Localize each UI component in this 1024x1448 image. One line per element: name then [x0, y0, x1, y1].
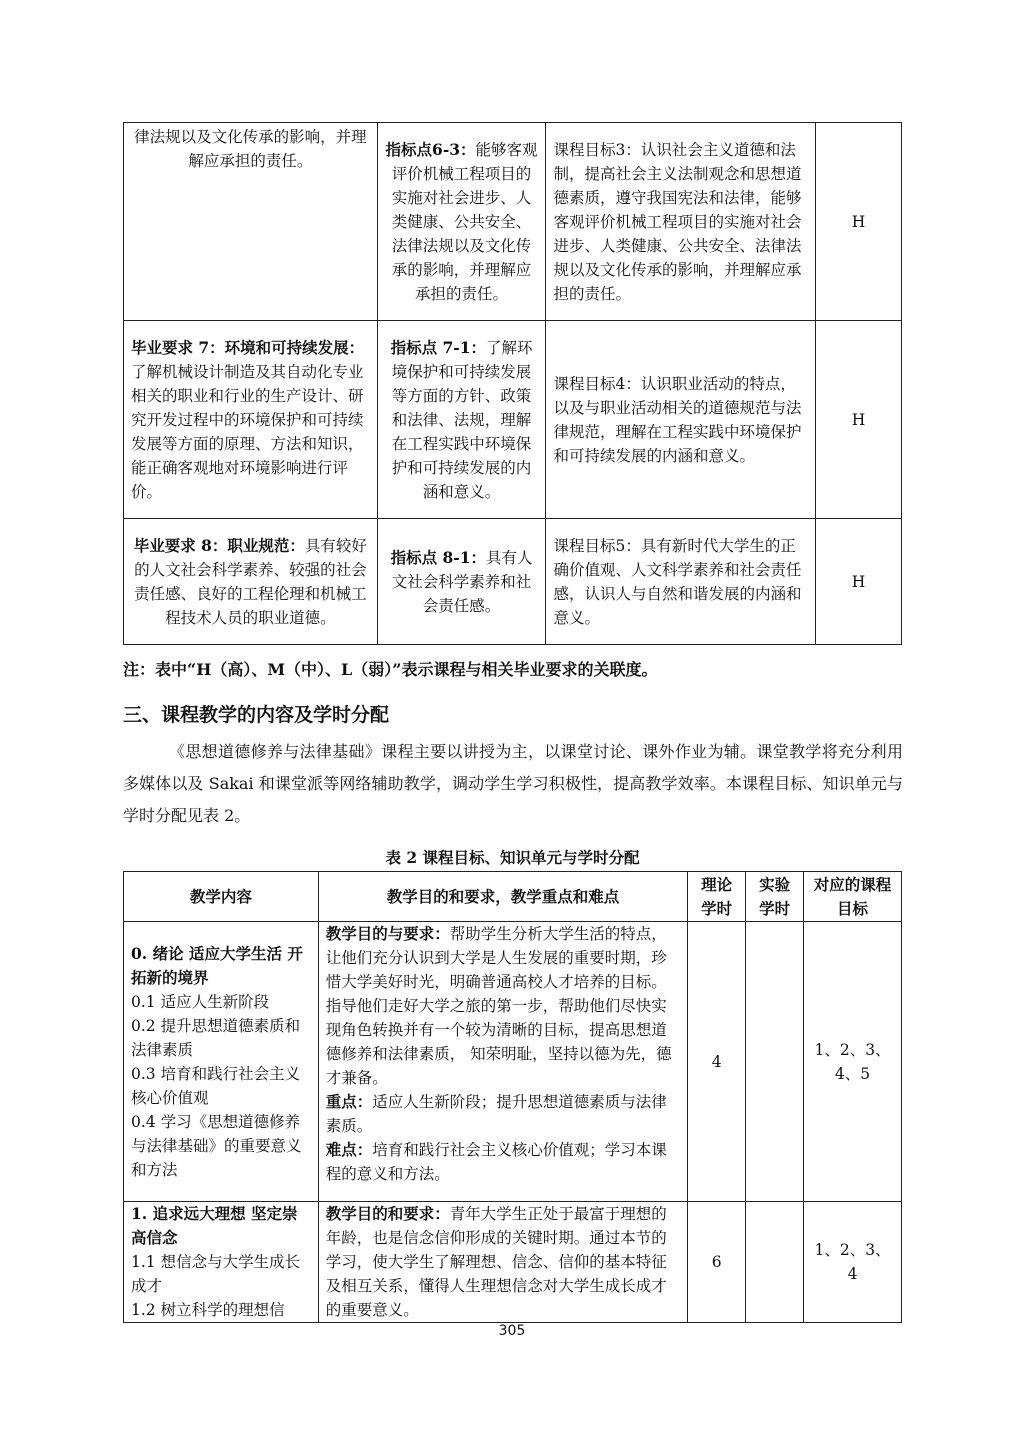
table-note: 注：表中“H（高）、M（中）、L（弱）”表示课程与相关毕业要求的关联度。: [123, 660, 658, 679]
requirement-cell: 毕业要求 7：环境和可持续发展：了解机械设计制造及其自动化专业相关的职业和行业的生产设计、研究开发过程中的环境保护和可持续发展等方面的原理、方法和知识，能正确客观地对环境影响进行评价。: [124, 321, 378, 519]
section-heading: 三、课程教学的内容及学时分配: [123, 704, 390, 726]
table-row: [124, 519, 902, 645]
content-cell: 1. 追求远大理想 坚定崇高信念 1.1 想信念与大学生成长成才 1.2 树立科学的理想信: [124, 1202, 319, 1323]
header-theory: 理论学时: [688, 872, 746, 922]
indicator-cell: 指标点 8-1：具有人文社会科学素养和社会责任感。: [377, 519, 546, 645]
theory-hours: 4: [688, 922, 746, 1202]
indicator-cell: 指标点6-3：能够客观评价机械工程项目的实施对社会进步、人类健康、公共安全、法律法规以及文化传承的影响，并理解应承担的责任。: [377, 123, 546, 321]
course-goals: 1、2、3、4、5: [804, 922, 902, 1202]
lab-hours: [746, 922, 804, 1202]
course-goal-cell: 课程目标4：认识职业活动的特点，以及与职业活动相关的道德规范与法律规范，理解在工程实践中环境保护和可持续发展的内涵和意义。: [546, 321, 816, 519]
course-goal-cell: 课程目标3：认识社会主义道德和法制，提高社会主义法制观念和思想道德素质，遵守我国宪法和法律，能够客观评价机械工程项目的实施对社会进步、人类健康、公共安全、法律法规以及文化传承的影响，并理解应承担的责任。: [546, 123, 816, 321]
table-header-row: [124, 872, 902, 922]
header-content: 教学内容: [124, 872, 319, 922]
level-cell: H: [816, 321, 902, 519]
list-item: 0.3 培育和践行社会主义核心价值观: [131, 1064, 301, 1107]
list-item: 1.2 树立科学的理想信: [131, 1301, 285, 1319]
requirement-cell: 律法规以及文化传承的影响，并理解应承担的责任。: [124, 123, 378, 321]
level-cell: H: [816, 519, 902, 645]
table-caption: 表 2 课程目标、知识单元与学时分配: [385, 848, 640, 867]
header-goals: 对应的课程目标: [804, 872, 902, 922]
lab-hours: [746, 1202, 804, 1323]
course-goal-cell: 课程目标5：具有新时代大学生的正确价值观、人文科学素养和社会责任感，认识人与自然和谐发展的内涵和意义。: [546, 519, 816, 645]
indicator-cell: 指标点 7-1：了解环境保护和可持续发展等方面的方针、政策和法律、法规，理解在工程实践中环境保护和可持续发展的内涵和意义。: [377, 321, 546, 519]
content-cell: 0. 绪论 适应大学生活 开拓新的境界 0.1 适应人生新阶段 0.2 提升思想道德素质和法律素质 0.3 培育和践行社会主义核心价值观 0.4 学习《思想道德修养与法律基础》的重要意义和方法: [124, 922, 319, 1202]
page-number: 305: [498, 1323, 526, 1339]
header-lab: 实验学时: [746, 872, 804, 922]
table-row: [124, 1202, 902, 1323]
table-row: [124, 321, 902, 519]
course-goals: 1、2、3、4: [804, 1202, 902, 1323]
theory-hours: 6: [688, 1202, 746, 1323]
table-row: [124, 922, 902, 1202]
table-row: [124, 123, 902, 321]
list-item: 1.1 想信念与大学生成长成才: [131, 1253, 301, 1295]
aims-cell: 教学目的和要求：青年大学生正处于最富于理想的年龄，也是信念信仰形成的关键时期。通过本节的学习，使大学生了解理想、信念、信仰的基本特征及相互关系，懂得人生理想信念对大学生成长成才的重要意义。: [318, 1202, 687, 1323]
aims-cell: 教学目的与要求：帮助学生分析大学生活的特点，让他们充分认识到大学是人生发展的重要时期，珍惜大学美好时光，明确普通高校人才培养的目标。指导他们走好大学之旅的第一步，帮助他们尽快实现角色转换并有一个较为清晰的目标，提高思想道德修养和法律素质， 知荣明耻，坚持以德为先，德才兼备。 重点：适应人生新阶段；提升思想道德素质与法律素质。 难点：培育和践行社会主义核心价值观；学习本课程的意义和方法。: [318, 922, 687, 1202]
graduation-requirements-table: [123, 122, 902, 645]
header-aims: 教学目的和要求，教学重点和难点: [318, 872, 687, 922]
list-item: 0.2 提升思想道德素质和法律素质: [131, 1016, 301, 1059]
list-item: 0.1 适应人生新阶段: [131, 992, 270, 1011]
requirement-cell: 毕业要求 8：职业规范：具有较好的人文社会科学素养、较强的社会责任感、良好的工程伦理和机械工程技术人员的职业道德。: [124, 519, 378, 645]
teaching-content-table: [123, 871, 902, 1323]
list-item: 0.4 学习《思想道德修养与法律基础》的重要意义和方法: [131, 1112, 302, 1179]
body-paragraph: 《思想道德修养与法律基础》课程主要以讲授为主，以课堂讨论、课外作业为辅。课堂教学将充分利用多媒体以及 Sakai 和课堂派等网络辅助教学，调动学生学习积极性，提高教学效率。本课程目标、知识单元与学时分配见表 2。: [123, 742, 903, 825]
level-cell: H: [816, 123, 902, 321]
